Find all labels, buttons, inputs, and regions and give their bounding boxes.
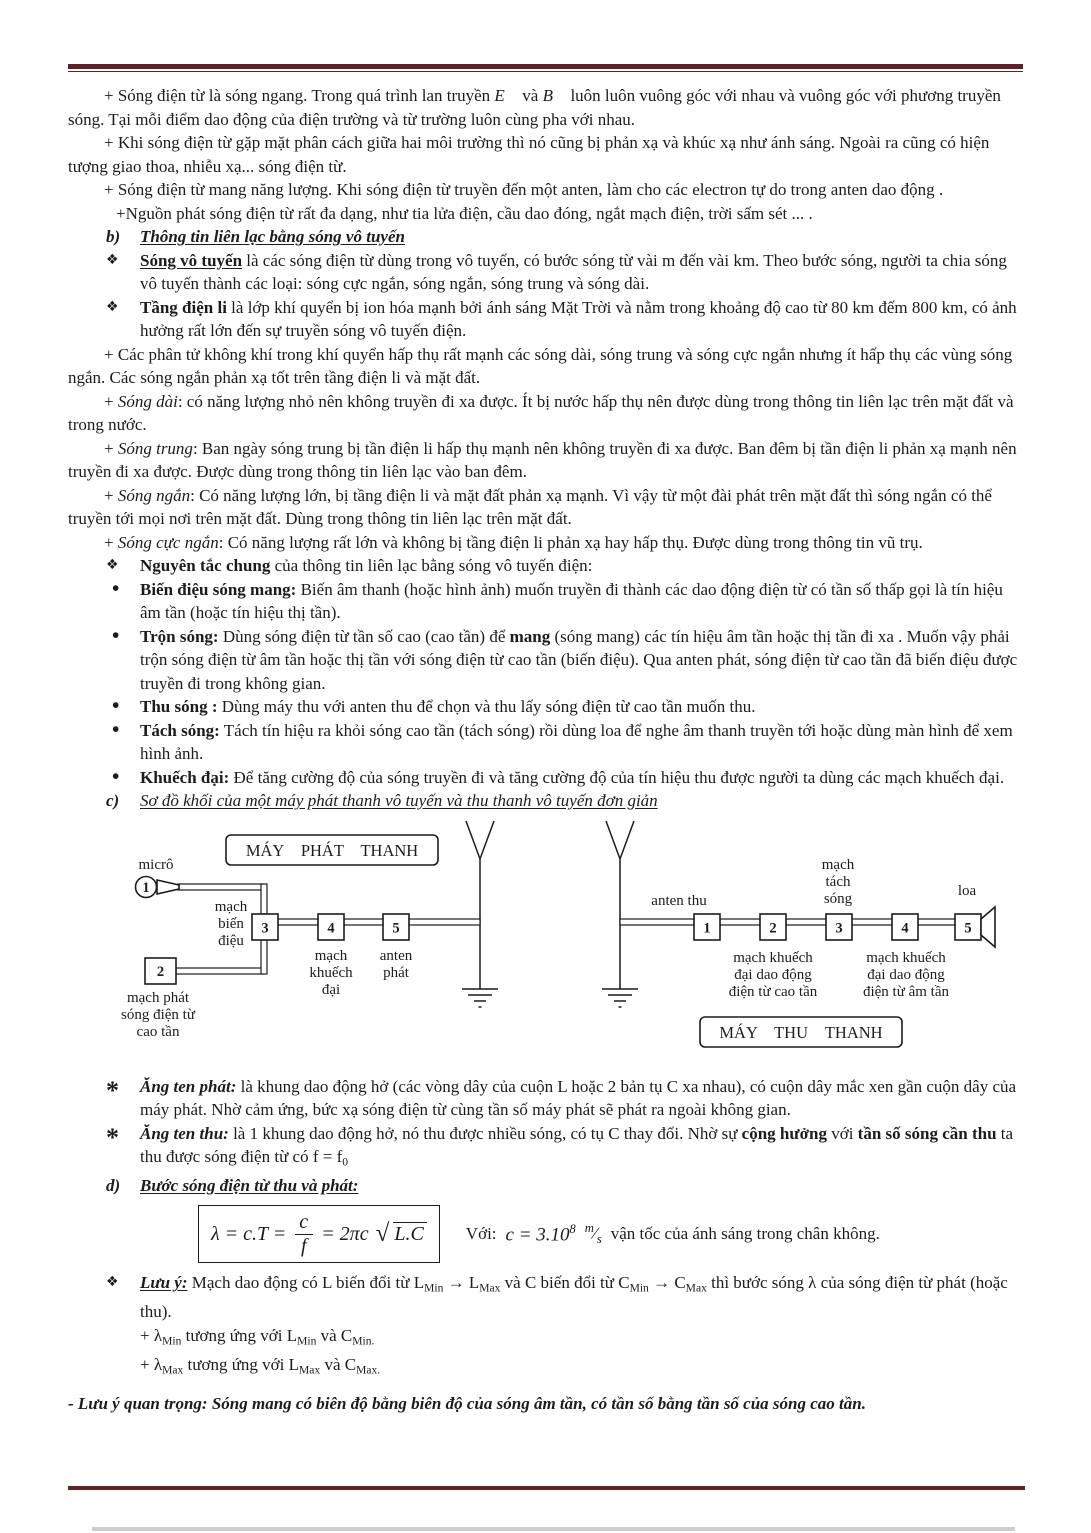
- page-edge-shadow: [92, 1527, 1015, 1531]
- modulator-label-line: mạch: [214, 898, 248, 915]
- detector-label-line: sóng: [823, 890, 853, 907]
- diamond-bullet-icon: ❖: [106, 1274, 119, 1291]
- oscillator-label-line: cao tần: [136, 1023, 180, 1040]
- oscillator-label-line: sóng điện từ: [121, 1006, 195, 1023]
- unit-denominator: s: [596, 1232, 602, 1247]
- important-note-line: - Lưu ý quan trọng: Sóng mang có biên độ bằng biên độ của sóng âm tần, có tần số bằng tần số của sóng cao tần.: [68, 1393, 866, 1413]
- star-bullet-icon: *: [106, 1075, 119, 1105]
- heading-letter-d: d): [106, 1175, 121, 1195]
- list-item-text: Tách sóng: Tách tín hiệu ra khỏi sóng cao tần (tách sóng) rồi dùng loa để nghe âm thanh truyền tới hoặc dùng màn hình để xem hình ảnh.: [140, 720, 1013, 763]
- block-number-5: 5: [964, 920, 972, 936]
- amplifier-label-line: mạch: [314, 947, 348, 964]
- block-diagram-section: [68, 819, 1023, 1069]
- rf-amp-label-line: mạch khuếch: [733, 949, 813, 966]
- modulator-label-line: điệu: [218, 932, 244, 949]
- amplifier-label-line: đại: [321, 981, 341, 998]
- speaker-horn-icon: [981, 907, 995, 947]
- detector-label-line: tách: [825, 873, 851, 890]
- unit-numerator: m: [584, 1221, 594, 1236]
- list-item-text: Tầng điện li là lớp khí quyển bị ion hóa mạnh bởi ánh sáng Mặt Trời và nằm trong khoảng độ cao từ 80 km đếm 800 km, có ảnh hưởng rất lớn đến sự truyền sóng vô tuyến điện.: [140, 297, 1017, 340]
- list-item-tang-dien-li: [68, 296, 1023, 343]
- diamond-bullet-icon: ❖: [106, 557, 119, 573]
- sqrt-icon: √: [375, 1219, 390, 1247]
- heading-c: [68, 789, 1023, 813]
- connector-1-2: [720, 919, 760, 925]
- paragraph-em-wave-transverse: + Sóng điện từ là sóng ngang. Trong quá trình lan truyền E⃗ và B⃗ luôn luôn vuông góc với nhau và vuông góc với phương truyền sóng. Tại mỗi điểm dao động của điện trường và từ trường luôn cùng pha với nhau.: [68, 86, 1001, 129]
- oscillator-label-line: mạch phát: [126, 989, 190, 1006]
- detector-label-line: mạch: [821, 856, 855, 873]
- transmitter-diagram: [121, 821, 498, 1040]
- paragraph-sources: +Nguồn phát sóng điện từ rất đa dạng, như tia lửa điện, cầu dao đóng, ngắt mạch điện, trời sấm sét ... .: [116, 203, 813, 223]
- block-number-4: 4: [901, 920, 909, 936]
- micro-label: micrô: [138, 856, 174, 873]
- list-item-thu-song: [68, 695, 1023, 719]
- microphone-horn-icon: [157, 880, 179, 894]
- block-number-2: 2: [156, 963, 165, 980]
- heading-c-text: Sơ đồ khối của một máy phát thanh vô tuyến và thu thanh vô tuyến đơn giản: [140, 791, 658, 810]
- with-label: Với:: [465, 1224, 497, 1244]
- block-number-5: 5: [392, 920, 400, 936]
- paragraph-song-cuc-ngan: + Sóng cực ngắn: Có năng lượng rất lớn và không bị tầng điện li phản xạ hay hấp thụ. Được dùng trong thông tin vũ trụ.: [104, 532, 923, 552]
- paragraph-song-dai: + Sóng dài: có năng lượng nhỏ nên không truyền đi xa được. Ít bị nước hấp thụ nên được dùng trong thông tin liên lạc trên mặt đất và trong nước.: [68, 391, 1014, 434]
- block-number-2: 2: [769, 920, 777, 936]
- list-item-khuech-dai: [68, 763, 1023, 790]
- diamond-bullet-icon: ❖: [106, 251, 119, 268]
- receiver-diagram: [602, 821, 995, 1047]
- amplifier-label-line: khuếch: [309, 964, 353, 981]
- dot-bullet-icon: •: [112, 622, 120, 647]
- connector-3-4: [852, 919, 892, 925]
- list-item-song-vo-tuyen: [68, 249, 1023, 296]
- diamond-bullet-icon: ❖: [106, 298, 119, 315]
- list-item-tach-song: [68, 716, 1023, 766]
- connector-4-5: [918, 919, 955, 925]
- list-item-ang-ten-thu: [68, 1122, 1023, 1174]
- lambda-min-line: + $\lambda_{Min}$ tương ứng với $L_{Min}$ và $C_{Min.}$: [140, 1325, 375, 1348]
- dot-bullet-icon: •: [112, 575, 120, 600]
- list-item-text: Sóng vô tuyến là các sóng điện từ dùng trong vô tuyến, có bước sóng từ vài m đến vài km. Theo bước sóng, người ta chia sóng vô tuyến thành các loại: sóng cực ngắn, sóng ngắn, sóng trung và sóng dài.: [140, 250, 1007, 293]
- list-item-bien-dieu: [68, 575, 1023, 625]
- list-item-text: Lưu ý: Mạch dao động có L biến đổi từ $L_{Min} \to L_{Max}$ và C biến đổi từ $C_{Min} \to C_{Max}$ thì bước sóng λ của sóng điện từ phát (hoặc thu).: [140, 1273, 1008, 1322]
- list-item-text: Khuếch đại: Để tăng cường độ của sóng truyền đi và tăng cường độ của tín hiệu thu được người ta dùng các mạch khuếch đại.: [140, 767, 1005, 787]
- list-item-tron-song: [68, 622, 1023, 696]
- af-amp-label-line: đại dao động: [867, 966, 945, 983]
- list-item-luu-y: [68, 1271, 1023, 1323]
- list-item-text: Biến điệu sóng mang: Biến âm thanh (hoặc hình ảnh) muốn truyền đi thành các dao động điện từ có tần số thấp gọi là tín hiệu âm tần (hoặc tín hiệu thị tần).: [140, 579, 1003, 622]
- block-number-3: 3: [261, 920, 269, 936]
- heading-letter-b: b): [106, 227, 121, 246]
- heading-b-text: Thông tin liên lạc bằng sóng vô tuyến: [140, 227, 405, 246]
- speed-base: c = 3.10: [505, 1224, 570, 1246]
- fraction-denominator: f: [295, 1234, 313, 1257]
- speed-note-text: vận tốc của ánh sáng trong chân không.: [610, 1224, 880, 1244]
- rf-amp-label-line: đại dao động: [734, 966, 812, 983]
- rf-amp-label-line: điện từ cao tần: [728, 983, 818, 1000]
- connector-2-3: [786, 919, 826, 925]
- anten-thu-label: anten thu: [651, 892, 707, 909]
- block-number-1: 1: [142, 879, 150, 896]
- block-number-3: 3: [835, 920, 843, 936]
- list-item-nguyen-tac-chung: [68, 554, 1023, 578]
- connector-mic-to-modulator: [178, 884, 264, 890]
- star-bullet-icon: *: [106, 1122, 119, 1152]
- lambda-max-line: + $\lambda_{Max}$ tương ứng với $L_{Max}$ và $C_{Max.}$: [140, 1354, 381, 1377]
- paragraph-song-ngan: + Sóng ngắn: Có năng lượng lớn, bị tầng điện li và mặt đất phản xạ mạnh. Vì vậy từ một đài phát trên mặt đất thì sóng ngắn có thể truyền tới mọi nơi trên mặt đất. Dùng trong thông tin liên lạc trên mặt đất.: [68, 485, 992, 528]
- speaker-label: loa: [957, 882, 977, 899]
- receiver-antenna-icon: [606, 821, 634, 989]
- fraction-numerator: c: [299, 1211, 309, 1234]
- formula-lhs: λ = c.T =: [211, 1222, 287, 1245]
- block-number-1: 1: [703, 920, 711, 936]
- speed-unit: [585, 1221, 602, 1247]
- connector-3-4: [278, 919, 318, 925]
- bottom-rule: [68, 1486, 1025, 1490]
- heading-b: [68, 225, 1023, 249]
- connector-oscillator-up: [261, 940, 267, 974]
- block-number-4: 4: [327, 920, 335, 936]
- top-rule: [68, 64, 1023, 72]
- paragraph-song-trung: + Sóng trung: Ban ngày sóng trung bị tần điện li hấp thụ mạnh nên không truyền đi xa được. Ban đêm bị tần điện li phản xạ mạnh nên truyền đi xa được. Được dùng trong thông tin liên lạc vào ban đêm.: [68, 438, 1017, 481]
- connector-antenna-1: [620, 919, 694, 925]
- receiver-title: MÁY THU THANH: [719, 1022, 883, 1042]
- ground-icon: [462, 989, 498, 1007]
- speed-of-light-value: [506, 1222, 576, 1247]
- block-diagram-svg: [68, 819, 1023, 1069]
- list-item-ang-ten-phat: [68, 1075, 1023, 1122]
- speed-exponent: 8: [569, 1221, 576, 1236]
- antenna-label-line: phát: [383, 964, 409, 981]
- wavelength-formula-box: [198, 1205, 440, 1263]
- transmitter-title: MÁY PHÁT THANH: [245, 840, 419, 860]
- connector-4-5: [344, 919, 383, 925]
- unit-slash: ⁄: [593, 1223, 597, 1243]
- antenna-label-line: anten: [379, 947, 413, 964]
- transmitter-antenna-icon: [466, 821, 494, 989]
- modulator-label-line: biến: [218, 915, 244, 932]
- list-item-text: Trộn sóng: Dùng sóng điện từ tần số cao (cao tần) để mang (sóng mang) các tín hiệu âm tần hoặc thị tần đi xa . Muốn vậy phải trộn sóng điện từ âm tần hoặc thị tần với sóng điện từ cao tần (biến điệu). Qua anten phát, sóng điện từ cao tần đã biến điệu được truyền đi trong không gian.: [140, 626, 1018, 693]
- af-amp-label-line: mạch khuếch: [866, 949, 946, 966]
- connector-5-antenna: [409, 919, 480, 925]
- wavelength-formula-row: [198, 1205, 1023, 1263]
- document-content: [0, 72, 1091, 1415]
- af-amp-label-line: điện từ âm tần: [862, 983, 950, 1000]
- formula-fraction: [293, 1211, 314, 1257]
- connector-oscillator-to-modulator: [176, 968, 264, 974]
- dot-bullet-icon: •: [112, 716, 120, 741]
- formula-rhs: = 2πc: [321, 1222, 369, 1245]
- paragraph-reflection-refraction: + Khi sóng điện từ gặp mặt phân cách giữa hai môi trường thì nó cũng bị phản xạ và khúc xạ như ánh sáng. Ngoài ra cũng có hiện tượng giao thoa, nhiễu xạ... sóng điện từ.: [68, 133, 990, 176]
- list-item-text: Thu sóng : Dùng máy thu với anten thu để chọn và thu lấy sóng điện từ cao tần muốn thu.: [140, 697, 756, 716]
- sqrt-radicand: L.C: [393, 1222, 426, 1246]
- dot-bullet-icon: •: [112, 693, 120, 717]
- paragraph-energy: + Sóng điện từ mang năng lượng. Khi sóng điện từ truyền đến một anten, làm cho các electron tự do trong anten dao động .: [104, 180, 944, 199]
- dot-bullet-icon: •: [112, 763, 120, 788]
- connector-mic-down: [261, 884, 267, 914]
- heading-d-text: Bước sóng điện từ thu và phát:: [140, 1175, 359, 1195]
- ground-icon: [602, 989, 638, 1007]
- speed-of-light-note: [466, 1221, 880, 1247]
- list-item-text: Ăng ten thu: là 1 khung dao động hở, nó thu được nhiều sóng, có tụ C thay đổi. Nhờ sự cộng hưởng với tần số sóng cần thu ta thu được sóng điện từ có $f = f_0$: [140, 1123, 1014, 1169]
- heading-d: [68, 1174, 1023, 1198]
- list-item-text: Ăng ten phát: là khung dao động hở (các vòng dây của cuộn L hoặc 2 bản tụ C xa nhau), có cuộn dây mắc xen gần cuộn dây của máy phát. Nhờ cảm ứng, bức xạ sóng điện từ cùng tần số máy phát sẽ phát ra ngoài không gian.: [140, 1076, 1017, 1119]
- heading-letter-c: c): [106, 791, 120, 810]
- paragraph-atmosphere-absorption: + Các phân tử không khí trong khí quyển hấp thụ rất mạnh các sóng dài, sóng trung và sóng cực ngắn nhưng ít hấp thụ các vùng sóng ngắn. Các sóng ngắn phản xạ tốt trên tầng điện li và mặt đất.: [68, 344, 1013, 387]
- list-item-text: Nguyên tắc chung của thông tin liên lạc bằng sóng vô tuyến điện:: [140, 556, 593, 575]
